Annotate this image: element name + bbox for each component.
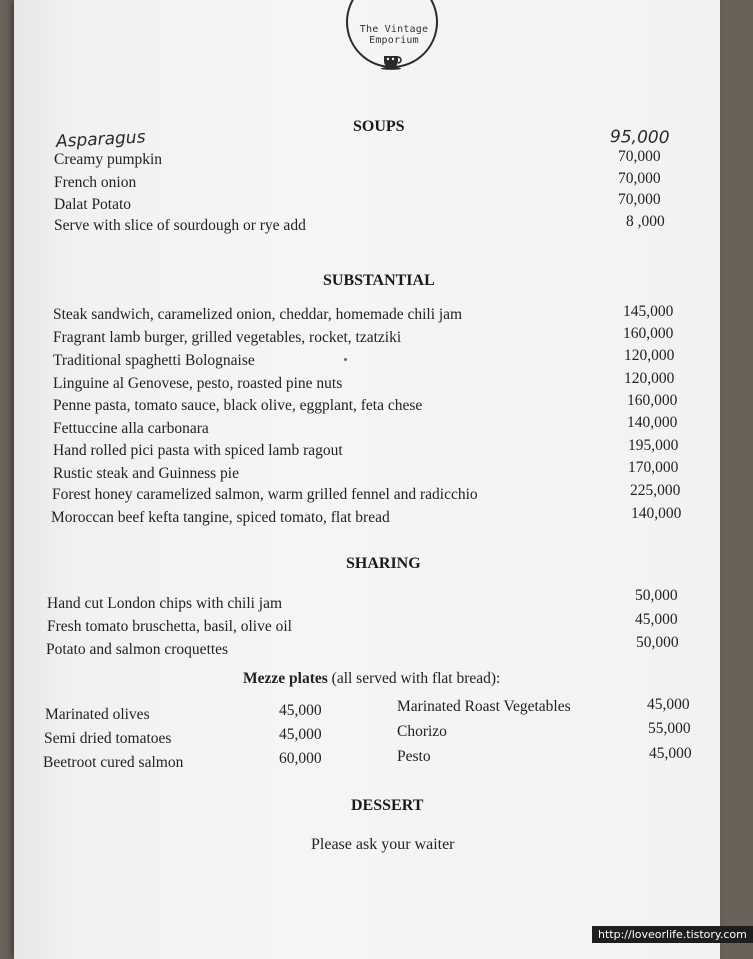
section-heading-substantial: SUBSTANTIAL	[323, 272, 435, 289]
paper-speck	[344, 358, 347, 361]
menu-price: 160,000	[627, 392, 678, 409]
menu-item: Serve with slice of sourdough or rye add	[54, 217, 306, 234]
menu-item: Potato and salmon croquettes	[46, 641, 229, 658]
watermark: http://loveorlife.tistory.com	[592, 926, 753, 943]
menu-price: 8 ,000	[626, 213, 665, 230]
menu-page	[14, 0, 720, 959]
menu-price: 45,000	[635, 611, 678, 628]
menu-price: 140,000	[631, 505, 682, 522]
dessert-note: Please ask your waiter	[311, 836, 455, 853]
menu-price: 50,000	[635, 587, 678, 604]
mezze-note: (all served with flat bread):	[327, 670, 501, 687]
mezze-item: Chorizo	[397, 723, 447, 740]
menu-price: 225,000	[630, 482, 681, 499]
mezze-price: 45,000	[647, 696, 690, 713]
menu-price: 70,000	[618, 191, 661, 208]
section-heading-sharing: SHARING	[346, 555, 421, 572]
mezze-price: 45,000	[649, 745, 692, 762]
mezze-price: 45,000	[279, 726, 322, 743]
mezze-price: 45,000	[279, 702, 322, 719]
mezze-item: Marinated Roast Vegetables	[397, 698, 571, 715]
menu-price: 145,000	[623, 303, 674, 320]
menu-item: Fresh tomato bruschetta, basil, olive oil	[47, 618, 292, 635]
handwritten-price: 95,000	[609, 127, 670, 149]
menu-item: Forest honey caramelized salmon, warm grilled fennel and radicchio	[52, 486, 478, 503]
mezze-item: Semi dried tomatoes	[44, 730, 172, 747]
menu-item: Traditional spaghetti Bolognaise	[53, 352, 255, 369]
coffee-cup-icon	[380, 52, 406, 70]
menu-price: 120,000	[624, 370, 675, 387]
menu-price: 195,000	[628, 437, 679, 454]
menu-price: 120,000	[624, 347, 675, 364]
menu-price: 70,000	[618, 170, 661, 187]
mezze-title: Mezze plates	[243, 670, 328, 687]
menu-price: 50,000	[636, 634, 679, 651]
menu-price: 170,000	[628, 459, 679, 476]
menu-price: 160,000	[623, 325, 674, 342]
mezze-heading	[243, 670, 500, 688]
menu-item: Steak sandwich, caramelized onion, cheddar, homemade chili jam	[53, 306, 463, 323]
menu-item: Fragrant lamb burger, grilled vegetables, rocket, tzatziki	[53, 329, 402, 346]
mezze-price: 55,000	[648, 720, 691, 737]
restaurant-name: The Vintage Emporium	[359, 24, 429, 46]
menu-price: 70,000	[618, 148, 661, 165]
mezze-item: Marinated olives	[45, 706, 150, 723]
menu-item: Penne pasta, tomato sauce, black olive, eggplant, feta chese	[53, 397, 423, 414]
menu-item: Fettuccine alla carbonara	[53, 420, 209, 437]
section-heading-dessert: DESSERT	[351, 797, 424, 814]
handwritten-item: Asparagus	[55, 127, 146, 152]
menu-item: Creamy pumpkin	[54, 151, 163, 168]
menu-item: Dalat Potato	[54, 196, 132, 213]
menu-item: French onion	[54, 174, 137, 191]
section-heading-soups: SOUPS	[353, 118, 405, 135]
menu-item: Hand rolled pici pasta with spiced lamb ragout	[53, 442, 343, 459]
mezze-price: 60,000	[279, 750, 322, 767]
mezze-item: Pesto	[397, 748, 431, 765]
menu-item: Rustic steak and Guinness pie	[53, 465, 239, 482]
menu-price: 140,000	[627, 414, 678, 431]
restaurant-logo	[332, 22, 456, 78]
menu-item: Moroccan beef kefta tangine, spiced tomato, flat bread	[51, 509, 390, 526]
mezze-item: Beetroot cured salmon	[43, 754, 184, 771]
menu-item: Hand cut London chips with chili jam	[47, 595, 283, 612]
menu-item: Linguine al Genovese, pesto, roasted pine nuts	[53, 375, 343, 392]
